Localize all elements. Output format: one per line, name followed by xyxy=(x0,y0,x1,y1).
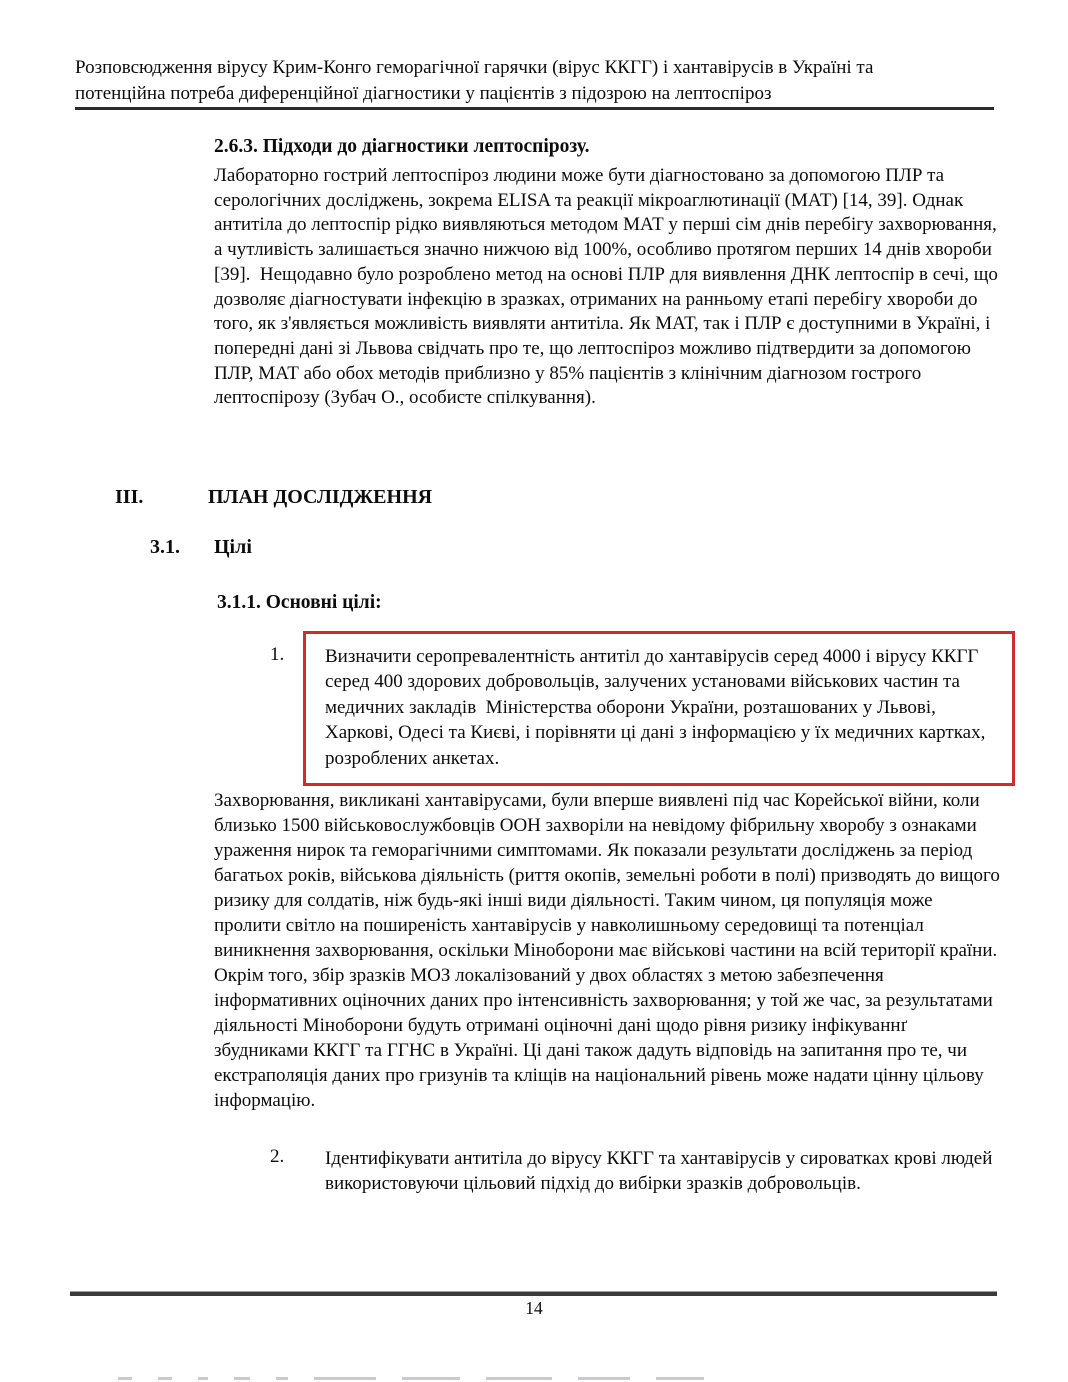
section-2-6-3-paragraph: Лабораторно гострий лептоспіроз людини може бути діагностовано за допомогою ПЛР та серологічних досліджень, зокрема ELISA та реакції мікроаглютинації (МАТ) [14, 39]. Однак антитіла до лептоспір рідко виявляються методом МАТ у перші сім днів перебігу захворювання, а чутливість залишається значно нижчою від 100%, особливо протягом перших 14 днів хвороби [39]. Нещодавно було розроблено метод на основі ПЛР для виявлення ДНК лептоспір в сечі, що дозволяє діагностувати інфекцію в зразках, отриманих на ранньому етапі перебігу хвороби до того, як з'являється можливість виявляти антитіла. Як МАТ, так і ПЛР є доступними в Україні, і попередні дані зі Львова свідчать про те, що лептоспіроз можливо підтвердити за допомогою ПЛР, МАТ або обох методів приблизно у 85% пацієнтів з клінічним діагнозом гострого лептоспірозу (Зубач О., особисте спілкування). xyxy=(214,165,1003,409)
goal-1-highlight-box xyxy=(303,631,1015,786)
running-header-line-1: Розповсюдження вірусу Крим-Конго геморагічної гарячки (вірус ККГГ) і хантавірусів в Україні та xyxy=(75,57,874,78)
section-3-1-heading xyxy=(150,536,550,559)
running-header xyxy=(75,55,997,107)
section-3-1-number: 3.1. xyxy=(150,536,180,558)
section-3-number: III. xyxy=(115,486,144,508)
page-bottom-cutoff-text-artifact xyxy=(118,1377,704,1380)
section-3-title: ПЛАН ДОСЛІДЖЕННЯ xyxy=(208,486,433,508)
hantavirus-background-paragraph: Захворювання, викликані хантавірусами, були вперше виявлені під час Корейської війни, коли близько 1500 військовослужбовців ООН захворіли на невідому фібрильну хворобу з ознаками ураження нирок та геморагічними симптомами. Як показали результати досліджень за період багатьох років, військова діяльність (риття окопів, земельні роботи в полі) призводять до вищого ризику для солдатів, ніж будь-які інші види діяльності. Таким чином, ця популяція може пролити світло на поширеність хантавірусів у навколишньому середовищі та потенціал виникнення захворювання, оскільки Міноборони має військові частини на всій території країни. Окрім того, збір зразків МОЗ локалізований у двох областях з метою забезпечення інформативних оціночних даних про інтенсивність захворювання; у той же час, за результатами діяльності Міноборони будуть отримані оціночні дані щодо рівня ризику інфікуваннґ збудниками ККГГ та ГГНС в Україні. Ці дані також дадуть відповідь на запитання про те, чи екстраполяція даних про гризунів та кліщів на національний рівень може надати цінну цільову інформацію. xyxy=(214,790,1005,1111)
running-header-line-2: потенційна потреба диференційної діагностики у пацієнтів з підозрою на лептоспіроз xyxy=(75,83,772,104)
goal-1-text: Визначити серопревалентність антитіл до хантавірусів серед 4000 і вірусу ККГГ серед 400 здорових добровольців, залучених установами військових частин та медичних закладів Міністерства оборони України, розташованих у Львові, Харкові, Одесі та Києві, і порівняти ці дані з інформацією у їх медичних картках, розроблених анкетах. xyxy=(325,646,991,769)
header-divider-rule xyxy=(75,107,994,110)
section-2-6-3-heading: 2.6.3. Підходи до діагностики лептоспірозу. xyxy=(214,136,590,157)
section-3-heading xyxy=(115,486,715,509)
goal-2-number: 2. xyxy=(270,1146,285,1167)
section-3-1-1-heading: 3.1.1. Основні цілі: xyxy=(217,592,382,613)
section-3-1-title: Цілі xyxy=(214,536,252,558)
goal-1-number: 1. xyxy=(270,644,285,665)
goal-2-text: Ідентифікувати антитіла до вірусу ККГГ та хантавірусів у сироватках крові людей використовуючи цільовий підхід до вибірки зразків добровольців. xyxy=(325,1148,998,1195)
footer-divider-rule xyxy=(70,1291,997,1296)
page-number: 14 xyxy=(525,1298,543,1318)
